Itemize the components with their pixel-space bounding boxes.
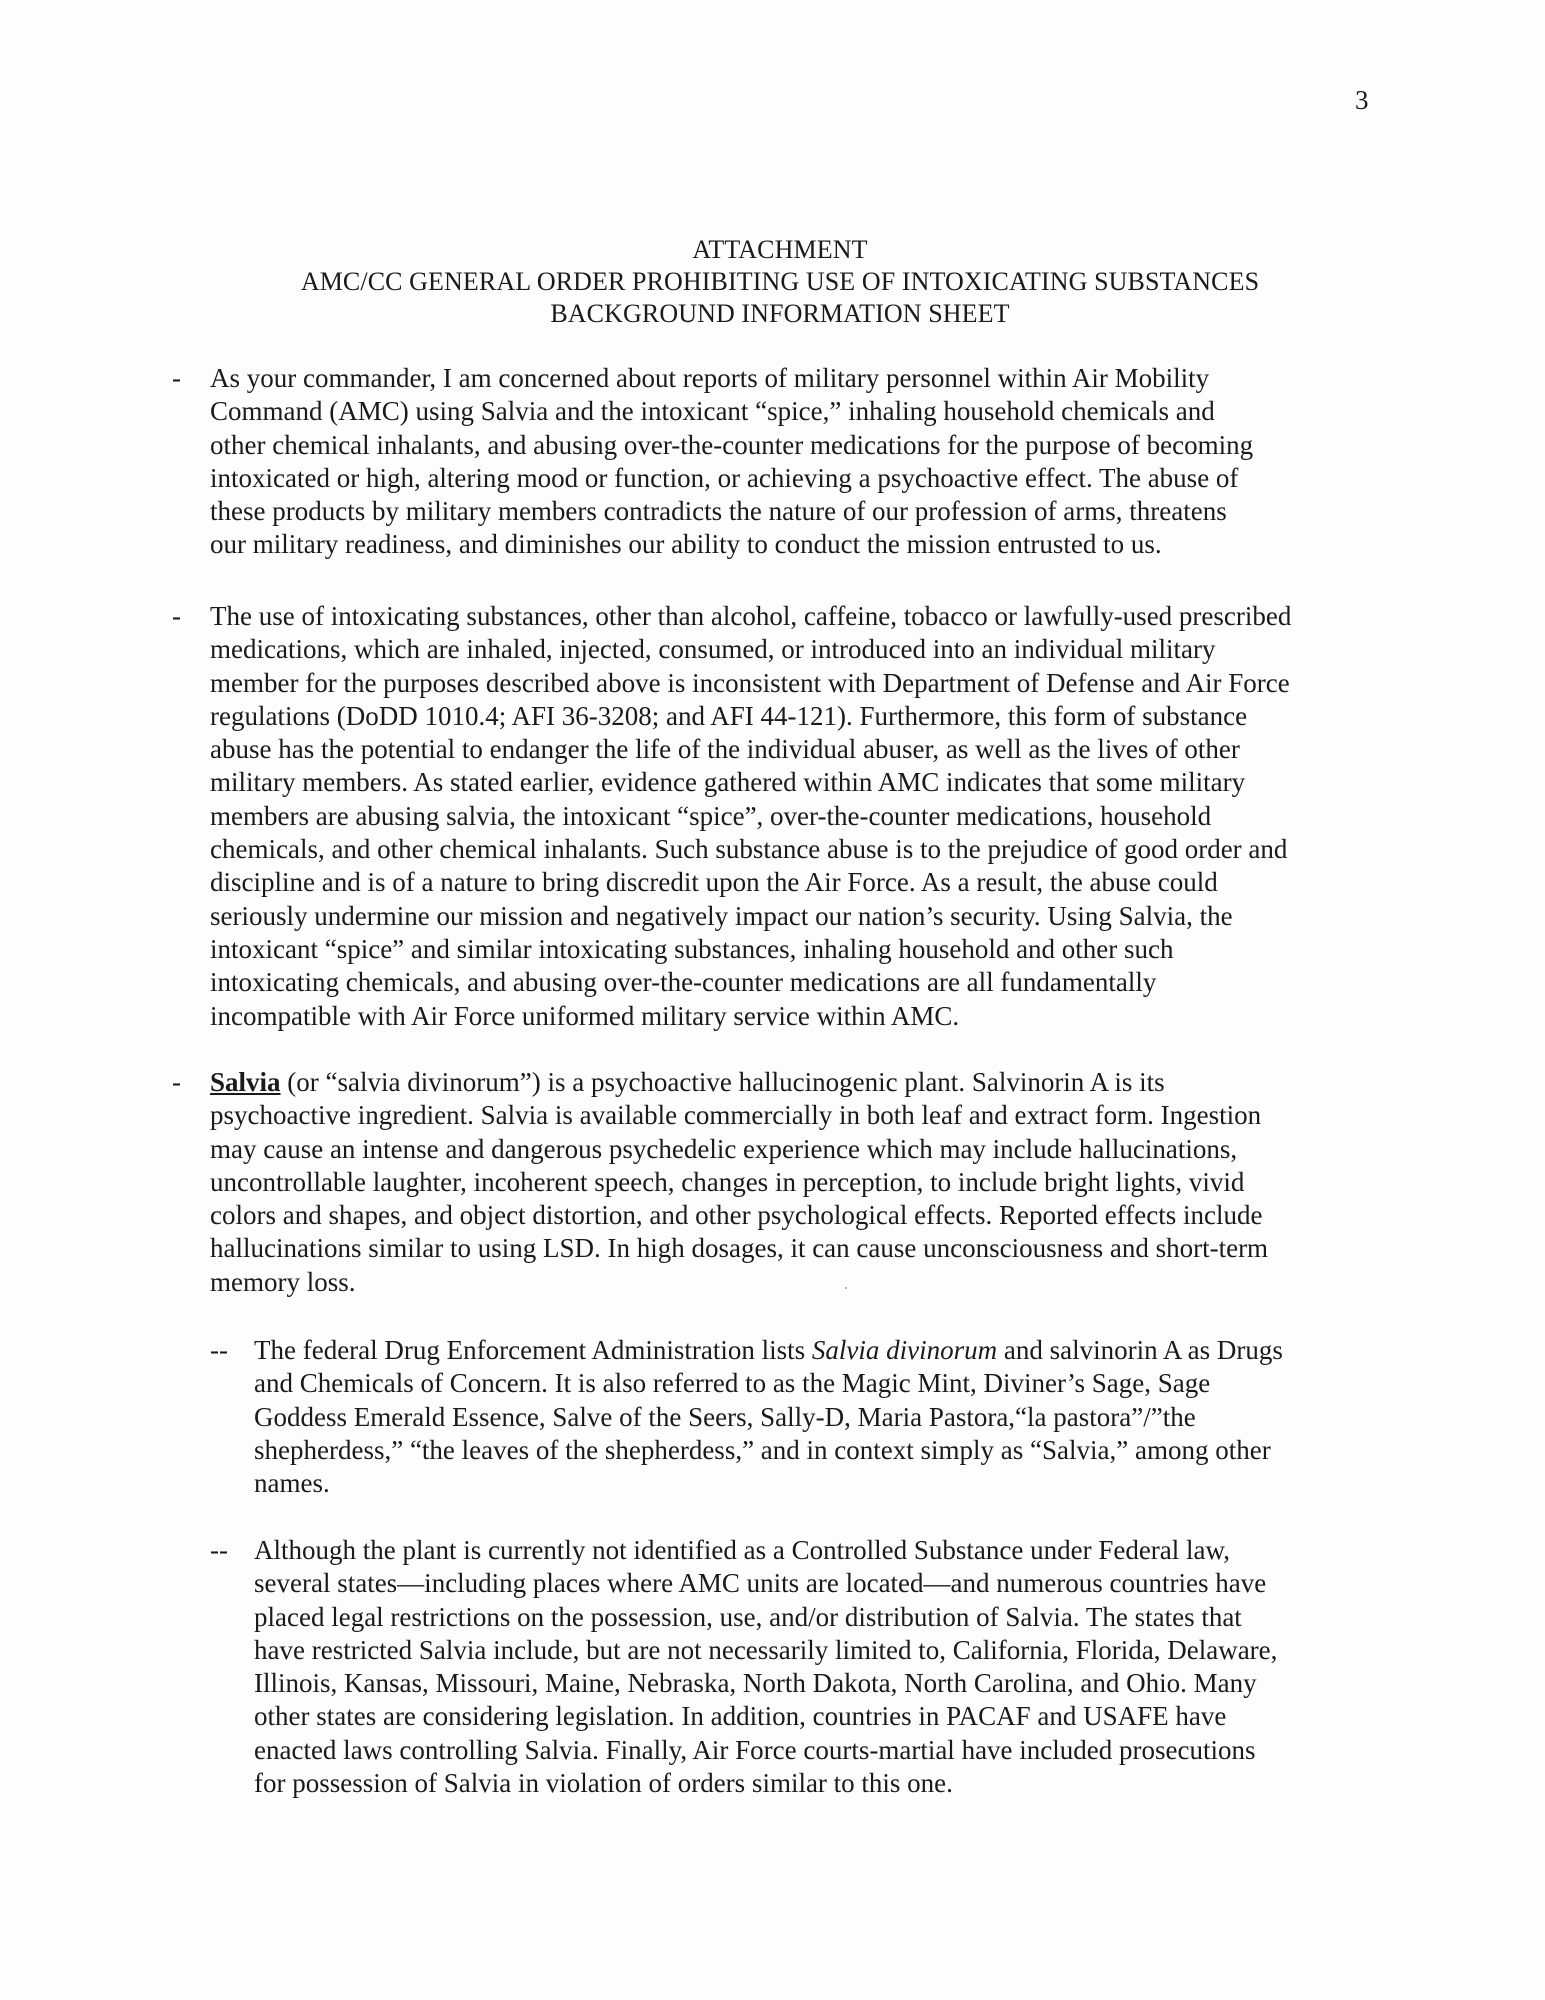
paragraph-intoxicating-substances (210, 600, 1291, 1033)
text-line: members are abusing salvia, the intoxicant “spice”, over-the-counter medications, household (210, 800, 1212, 831)
bullet-marker: - (172, 601, 181, 631)
text-line: names. (254, 1468, 330, 1499)
text-line: seriously undermine our mission and negatively impact our nation’s security. Using Salvia, the (210, 900, 1233, 931)
text-line: psychoactive ingredient. Salvia is available commercially in both leaf and extract form. Ingestion (210, 1100, 1262, 1131)
text-line: Although the plant is currently not identified as a Controlled Substance under Federal law, (254, 1535, 1231, 1565)
text-line (210, 1066, 1268, 1099)
text-line: chemicals, and other chemical inhalants. Such substance abuse is to the prejudice of good order and (210, 834, 1288, 865)
italic-species-name: Salvia divinorum (811, 1335, 998, 1365)
text-line: As your commander, I am concerned about reports of military personnel within Air Mobility (210, 363, 1210, 393)
paragraph-legal-restrictions (254, 1534, 1277, 1800)
text-fragment: (or “salvia divinorum”) is a psychoactive hallucinogenic plant. Salvinorin A is its (280, 1067, 1165, 1097)
header-subtitle: AMC/CC GENERAL ORDER PROHIBITING USE OF INTOXICATING SUBSTANCES (300, 267, 1260, 296)
paragraph-salvia-definition (210, 1066, 1268, 1299)
text-line: other chemical inhalants, and abusing over-the-counter medications for the purpose of becoming (210, 429, 1254, 460)
text-line: uncontrollable laughter, incoherent speech, changes in perception, to include bright lights, vivid (210, 1166, 1245, 1197)
text-fragment: and salvinorin A as Drugs (997, 1335, 1283, 1365)
scan-speck (845, 1287, 847, 1289)
text-line (254, 1334, 1283, 1367)
text-line: regulations (DoDD 1010.4; AFI 36-3208; and AFI 44-121). Furthermore, this form of substance (210, 700, 1248, 731)
text-line: incompatible with Air Force uniformed military service within AMC. (210, 1000, 960, 1031)
bullet-marker: - (172, 363, 181, 393)
text-line: colors and shapes, and object distortion, and other psychological effects. Reported effects include (210, 1200, 1263, 1231)
text-line: Goddess Emerald Essence, Salve of the Seers, Sally-D, Maria Pastora,“la pastora”/”the (254, 1401, 1196, 1432)
text-line: for possession of Salvia in violation of orders similar to this one. (254, 1768, 953, 1799)
text-line: enacted laws controlling Salvia. Finally, Air Force courts-martial have included prosecutions (254, 1734, 1256, 1765)
page-number: 3 (1355, 85, 1369, 115)
text-line: Illinois, Kansas, Missouri, Maine, Nebraska, North Dakota, North Carolina, and Ohio. Many (254, 1668, 1257, 1699)
text-line: abuse has the potential to endanger the life of the individual abuser, as well as the lives of other (210, 734, 1240, 765)
header-sheet-title: BACKGROUND INFORMATION SHEET (550, 299, 1010, 328)
text-line: memory loss. (210, 1266, 356, 1297)
bullet-marker: - (172, 1067, 181, 1097)
text-line: Command (AMC) using Salvia and the intoxicant “spice,” inhaling household chemicals and (210, 396, 1215, 427)
text-line: The use of intoxicating substances, other than alcohol, caffeine, tobacco or lawfully-used prescribed (210, 601, 1292, 631)
header-title: ATTACHMENT (692, 235, 868, 264)
text-line: shepherdess,” “the leaves of the shepherdess,” and in context simply as “Salvia,” among other (254, 1434, 1271, 1465)
sub-bullet-marker: -- (210, 1335, 228, 1365)
text-line: member for the purposes described above is inconsistent with Department of Defense and Air Force (210, 667, 1290, 698)
text-line: military members. As stated earlier, evidence gathered within AMC indicates that some military (210, 767, 1246, 798)
text-line: intoxicated or high, altering mood or function, or achieving a psychoactive effect. The abuse of (210, 462, 1239, 493)
paragraph-commander-concern (210, 362, 1253, 562)
text-line: placed legal restrictions on the possession, use, and/or distribution of Salvia. The states that (254, 1601, 1242, 1632)
text-line: intoxicant “spice” and similar intoxicating substances, inhaling household and other such (210, 933, 1174, 964)
paragraph-dea-listing (254, 1334, 1283, 1500)
text-line: several states—including places where AMC units are located—and numerous countries have (254, 1568, 1267, 1599)
text-line: medications, which are inhaled, injected, consumed, or introduced into an individual military (210, 634, 1216, 665)
term-salvia: Salvia (210, 1067, 281, 1097)
text-line: may cause an intense and dangerous psychedelic experience which may include hallucinations, (210, 1133, 1238, 1164)
text-line: have restricted Salvia include, but are not necessarily limited to, California, Florida, Delaware, (254, 1634, 1278, 1665)
text-line: intoxicating chemicals, and abusing over-the-counter medications are all fundamentally (210, 967, 1157, 998)
text-line: other states are considering legislation. In addition, countries in PACAF and USAFE have (254, 1701, 1227, 1732)
text-line: our military readiness, and diminishes our ability to conduct the mission entrusted to us. (210, 529, 1162, 560)
document-header (160, 234, 1400, 330)
text-line: these products by military members contradicts the nature of our profession of arms, threatens (210, 496, 1227, 527)
text-line: and Chemicals of Concern. It is also referred to as the Magic Mint, Diviner’s Sage, Sage (254, 1368, 1211, 1399)
text-line: hallucinations similar to using LSD. In high dosages, it can cause unconsciousness and short-term (210, 1233, 1269, 1264)
text-fragment: The federal Drug Enforcement Administration lists (254, 1335, 812, 1365)
sub-bullet-marker: -- (210, 1535, 228, 1565)
text-line: discipline and is of a nature to bring discredit upon the Air Force. As a result, the abuse could (210, 867, 1218, 898)
